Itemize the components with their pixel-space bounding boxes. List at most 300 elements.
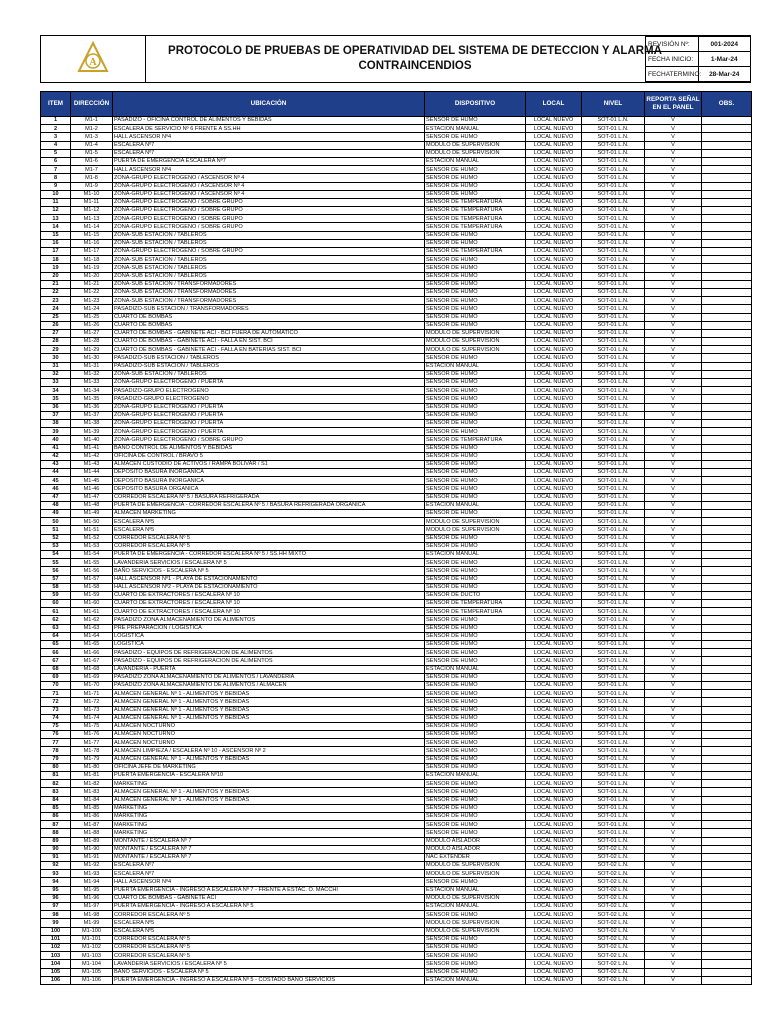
ubicacion-cell: LAVANDERIA SERVICIOS / ESCALERA Nº 5 (113, 960, 425, 968)
meta-label: FECHATERMINO: (646, 67, 699, 82)
dispositivo-cell: SENSOR DE HUMO (425, 788, 526, 796)
direccion-cell: M1-52 (71, 534, 113, 542)
ubicacion-cell: CORREDOR ESCALERA Nº 5 (113, 935, 425, 943)
ubicacion-cell: HALL ASCENSOR Nº4 (113, 133, 425, 141)
direccion-cell: M1-88 (71, 829, 113, 837)
dispositivo-cell: SENSOR DE TEMPERATURA (425, 248, 526, 256)
direccion-cell: M1-50 (71, 518, 113, 526)
direccion-cell: M1-98 (71, 911, 113, 919)
dispositivo-cell: MODULO DE SUPERVISION (425, 862, 526, 870)
dispositivo-cell: SENSOR DE TEMPERATURA (425, 198, 526, 206)
table-row (41, 731, 752, 739)
table-row (41, 747, 752, 755)
item-cell: 44 (41, 469, 71, 477)
nivel-cell: SOT-01 L.N. (582, 157, 645, 165)
obs-cell (702, 673, 752, 681)
nivel-cell: SOT-02 L.N. (582, 927, 645, 935)
dispositivo-cell: SENSOR DE HUMO (425, 411, 526, 419)
local-cell: LOCAL NUEVO (526, 673, 582, 681)
reporta-senal-cell: V (645, 853, 702, 861)
ubicacion-cell: CUARTO DE BOMBAS (113, 321, 425, 329)
local-cell: LOCAL NUEVO (526, 968, 582, 976)
nivel-cell: SOT-01 L.N. (582, 477, 645, 485)
obs-cell (702, 641, 752, 649)
item-cell: 105 (41, 968, 71, 976)
table-row (41, 796, 752, 804)
local-cell: LOCAL NUEVO (526, 370, 582, 378)
nivel-cell: SOT-01 L.N. (582, 346, 645, 354)
logo-cell (41, 36, 146, 82)
local-cell: LOCAL NUEVO (526, 600, 582, 608)
ubicacion-cell: CUARTO DE EXTRACTORES / ESCALERA Nº 10 (113, 600, 425, 608)
local-cell: LOCAL NUEVO (526, 518, 582, 526)
direccion-cell: M1-45 (71, 477, 113, 485)
ubicacion-cell: ZONA-SUB ESTACION / TRANSFORMADORES (113, 288, 425, 296)
direccion-cell: M1-97 (71, 903, 113, 911)
reporta-senal-cell: V (645, 731, 702, 739)
ubicacion-cell: ESCALERA Nº7 (113, 870, 425, 878)
direccion-cell: M1-20 (71, 272, 113, 280)
column-header-ubicacion: UBICACIÓN (113, 92, 425, 117)
ubicacion-cell: BAÑO SERVICIOS - ESCALERA Nº 5 (113, 968, 425, 976)
ubicacion-cell: ZONA-GRUPO ELECTROGENO / PUERTA (113, 411, 425, 419)
reporta-senal-cell: V (645, 346, 702, 354)
nivel-cell: SOT-01 L.N. (582, 690, 645, 698)
direccion-cell: M1-21 (71, 280, 113, 288)
nivel-cell: SOT-01 L.N. (582, 731, 645, 739)
nivel-cell: SOT-01 L.N. (582, 739, 645, 747)
ubicacion-cell: ALMACEN GENERAL Nº 1 - ALIMENTOS Y BEBIDAS (113, 796, 425, 804)
nivel-cell: SOT-01 L.N. (582, 223, 645, 231)
item-cell: 59 (41, 591, 71, 599)
nivel-cell: SOT-01 L.N. (582, 215, 645, 223)
dispositivo-cell: SENSOR DE HUMO (425, 166, 526, 174)
nivel-cell: SOT-01 L.N. (582, 657, 645, 665)
obs-cell (702, 681, 752, 689)
direccion-cell: M1-2 (71, 125, 113, 133)
obs-cell (702, 755, 752, 763)
obs-cell (702, 616, 752, 624)
nivel-cell: SOT-01 L.N. (582, 796, 645, 804)
direccion-cell: M1-37 (71, 411, 113, 419)
item-cell: 80 (41, 763, 71, 771)
direccion-cell: M1-86 (71, 812, 113, 820)
direccion-cell: M1-31 (71, 362, 113, 370)
dispositivo-cell: SENSOR DE HUMO (425, 755, 526, 763)
ubicacion-cell: CORREDOR ESCALERA Nº 5 / BASURA REFRIGERADA (113, 493, 425, 501)
item-cell: 71 (41, 690, 71, 698)
item-cell: 65 (41, 641, 71, 649)
ubicacion-cell: ALMACEN GENERAL Nº 1 - ALIMENTOS Y BEBIDAS (113, 755, 425, 763)
dispositivo-cell: SENSOR DE HUMO (425, 624, 526, 632)
dispositivo-cell: SENSOR DE HUMO (425, 739, 526, 747)
obs-cell (702, 600, 752, 608)
item-cell: 23 (41, 297, 71, 305)
nivel-cell: SOT-02 L.N. (582, 919, 645, 927)
table-row (41, 804, 752, 812)
item-cell: 48 (41, 501, 71, 509)
ubicacion-cell: LOGISTICA (113, 641, 425, 649)
nivel-cell: SOT-01 L.N. (582, 272, 645, 280)
column-header-obs: OBS. (702, 92, 752, 117)
obs-cell (702, 837, 752, 845)
table-row (41, 919, 752, 927)
obs-cell (702, 976, 752, 984)
reporta-senal-cell: V (645, 239, 702, 247)
ubicacion-cell: ALMACEN LIMPIEZA / ESCALERA Nº 10 - ASCENSOR Nº 2 (113, 747, 425, 755)
nivel-cell: SOT-01 L.N. (582, 207, 645, 215)
reporta-senal-cell: V (645, 313, 702, 321)
reporta-senal-cell: V (645, 157, 702, 165)
dispositivo-cell: SENSOR DE HUMO (425, 370, 526, 378)
dispositivo-cell: SENSOR DE HUMO (425, 272, 526, 280)
direccion-cell: M1-51 (71, 526, 113, 534)
item-cell: 39 (41, 428, 71, 436)
obs-cell (702, 722, 752, 730)
ubicacion-cell: PASADIZO ZONA ALMACENAMIENTO DE ALIMENTOS (113, 616, 425, 624)
dispositivo-cell: MODULO DE SUPERVISION (425, 526, 526, 534)
direccion-cell: M1-77 (71, 739, 113, 747)
dispositivo-cell: SENSOR DE HUMO (425, 419, 526, 427)
table-row (41, 632, 752, 640)
table-row (41, 493, 752, 501)
direccion-cell: M1-87 (71, 821, 113, 829)
ubicacion-cell: HALL ASCENSOR Nº1 - PLAYA DE ESTACIONAMIENTO (113, 575, 425, 583)
ubicacion-cell: ALMACEN CUSTODIO DE ACTIVOS / RAMPA BOLIVAR / S1 (113, 460, 425, 468)
dispositivo-cell: SENSOR DE HUMO (425, 673, 526, 681)
reporta-senal-cell: V (645, 166, 702, 174)
reporta-senal-cell: V (645, 510, 702, 518)
table-row (41, 763, 752, 771)
item-cell: 51 (41, 526, 71, 534)
reporta-senal-cell: V (645, 288, 702, 296)
item-cell: 26 (41, 321, 71, 329)
direccion-cell: M1-9 (71, 182, 113, 190)
item-cell: 91 (41, 853, 71, 861)
dispositivo-cell: ESTACION MANUAL (425, 550, 526, 558)
table-row (41, 518, 752, 526)
nivel-cell: SOT-01 L.N. (582, 641, 645, 649)
table-row (41, 559, 752, 567)
ubicacion-cell: CUARTO DE EXTRACTORES / ESCALERA Nº 10 (113, 608, 425, 616)
local-cell: LOCAL NUEVO (526, 133, 582, 141)
table-row (41, 943, 752, 951)
direccion-cell: M1-32 (71, 370, 113, 378)
local-cell: LOCAL NUEVO (526, 329, 582, 337)
local-cell: LOCAL NUEVO (526, 665, 582, 673)
svg-text:A: A (89, 57, 97, 68)
ubicacion-cell: PUERTA EMERGENCIA - INGRESO A ESCALERA Nº 7 - FRENTE A ESTAC. O. MACCHI (113, 886, 425, 894)
local-cell: LOCAL NUEVO (526, 739, 582, 747)
direccion-cell: M1-5 (71, 149, 113, 157)
table-row (41, 370, 752, 378)
direccion-cell: M1-15 (71, 231, 113, 239)
reporta-senal-cell: V (645, 297, 702, 305)
direccion-cell: M1-14 (71, 223, 113, 231)
ubicacion-cell: PUERTA DE EMERGENCIA - CORREDOR ESCALERA Nº 5 / SS.HH MIXTO (113, 550, 425, 558)
dispositivo-cell: SENSOR DE TEMPERATURA (425, 207, 526, 215)
dispositivo-cell: SENSOR DE HUMO (425, 722, 526, 730)
obs-cell (702, 452, 752, 460)
nivel-cell: SOT-01 L.N. (582, 133, 645, 141)
nivel-cell: SOT-01 L.N. (582, 354, 645, 362)
ubicacion-cell: ZONA-SUB ESTACION / TABLEROS (113, 272, 425, 280)
item-cell: 75 (41, 722, 71, 730)
ubicacion-cell: CORREDOR ESCALERA Nº 5 (113, 952, 425, 960)
ubicacion-cell: MARKETING (113, 812, 425, 820)
item-cell: 47 (41, 493, 71, 501)
direccion-cell: M1-80 (71, 763, 113, 771)
item-cell: 103 (41, 952, 71, 960)
dispositivo-cell: SENSOR DE HUMO (425, 632, 526, 640)
local-cell: LOCAL NUEVO (526, 198, 582, 206)
table-row (41, 215, 752, 223)
reporta-senal-cell: V (645, 444, 702, 452)
direccion-cell: M1-36 (71, 403, 113, 411)
local-cell: LOCAL NUEVO (526, 591, 582, 599)
direccion-cell: M1-62 (71, 616, 113, 624)
reporta-senal-cell: V (645, 632, 702, 640)
local-cell: LOCAL NUEVO (526, 862, 582, 870)
ubicacion-cell: BAÑO CONTROL DE ALIMENTOS Y BEBIDAS (113, 444, 425, 452)
reporta-senal-cell: V (645, 403, 702, 411)
direccion-cell: M1-84 (71, 796, 113, 804)
local-cell: LOCAL NUEVO (526, 608, 582, 616)
ubicacion-cell: PASADIZO-GRUPO ELECTROGENO (113, 395, 425, 403)
local-cell: LOCAL NUEVO (526, 190, 582, 198)
direccion-cell: M1-91 (71, 853, 113, 861)
direccion-cell: M1-106 (71, 976, 113, 984)
item-cell: 6 (41, 157, 71, 165)
local-cell: LOCAL NUEVO (526, 903, 582, 911)
item-cell: 68 (41, 665, 71, 673)
obs-cell (702, 133, 752, 141)
obs-cell (702, 853, 752, 861)
ubicacion-cell: ZONA-GRUPO ELECTROGENO / SOBRE GRUPO (113, 215, 425, 223)
local-cell: LOCAL NUEVO (526, 960, 582, 968)
item-cell: 79 (41, 755, 71, 763)
item-cell: 10 (41, 190, 71, 198)
column-header-dispositivo: DISPOSITIVO (425, 92, 526, 117)
nivel-cell: SOT-01 L.N. (582, 264, 645, 272)
table-row (41, 354, 752, 362)
direccion-cell: M1-104 (71, 960, 113, 968)
obs-cell (702, 329, 752, 337)
obs-cell (702, 829, 752, 837)
local-cell: LOCAL NUEVO (526, 166, 582, 174)
reporta-senal-cell: V (645, 935, 702, 943)
local-cell: LOCAL NUEVO (526, 755, 582, 763)
nivel-cell: SOT-01 L.N. (582, 608, 645, 616)
meta-row (646, 52, 751, 67)
item-cell: 64 (41, 632, 71, 640)
local-cell: LOCAL NUEVO (526, 313, 582, 321)
table-row (41, 501, 752, 509)
local-cell: LOCAL NUEVO (526, 117, 582, 125)
direccion-cell: M1-90 (71, 845, 113, 853)
table-row (41, 174, 752, 182)
table-row (41, 198, 752, 206)
obs-cell (702, 862, 752, 870)
item-cell: 32 (41, 370, 71, 378)
item-cell: 76 (41, 731, 71, 739)
dispositivo-cell: SENSOR DE DUCTO (425, 591, 526, 599)
nivel-cell: SOT-01 L.N. (582, 379, 645, 387)
local-cell: LOCAL NUEVO (526, 837, 582, 845)
nivel-cell: SOT-01 L.N. (582, 772, 645, 780)
dispositivo-cell: SENSOR DE HUMO (425, 485, 526, 493)
ubicacion-cell: PASADIZO-SUB ESTACION / TABLEROS (113, 354, 425, 362)
obs-cell (702, 608, 752, 616)
table-row (41, 681, 752, 689)
nivel-cell: SOT-01 L.N. (582, 518, 645, 526)
item-cell: 5 (41, 149, 71, 157)
obs-cell (702, 190, 752, 198)
direccion-cell: M1-100 (71, 927, 113, 935)
local-cell: LOCAL NUEVO (526, 649, 582, 657)
reporta-senal-cell: V (645, 780, 702, 788)
local-cell: LOCAL NUEVO (526, 632, 582, 640)
table-row (41, 362, 752, 370)
item-cell: 9 (41, 182, 71, 190)
dispositivo-cell: SENSOR DE HUMO (425, 477, 526, 485)
obs-cell (702, 182, 752, 190)
dispositivo-cell: SENSOR DE HUMO (425, 264, 526, 272)
direccion-cell: M1-82 (71, 780, 113, 788)
item-cell: 93 (41, 870, 71, 878)
table-row (41, 772, 752, 780)
local-cell: LOCAL NUEVO (526, 411, 582, 419)
local-cell: LOCAL NUEVO (526, 477, 582, 485)
ubicacion-cell: PASADIZO - OFICINA CONTROL DE ALIMENTOS Y BEBIDAS (113, 117, 425, 125)
direccion-cell: M1-69 (71, 673, 113, 681)
item-cell: 29 (41, 346, 71, 354)
ubicacion-cell: PASADIZO - EQUIPOS DE REFRIGERACION DE ALIMENTOS (113, 649, 425, 657)
meta-value: 28-Mar-24 (698, 67, 751, 82)
direccion-cell: M1-71 (71, 690, 113, 698)
obs-cell (702, 772, 752, 780)
dispositivo-cell: SENSOR DE HUMO (425, 305, 526, 313)
direccion-cell: M1-41 (71, 444, 113, 452)
reporta-senal-cell: V (645, 215, 702, 223)
ubicacion-cell: CUARTO DE BOMBAS - GABINETE ACI - FALLA EN SIST. BCI (113, 338, 425, 346)
reporta-senal-cell: V (645, 534, 702, 542)
nivel-cell: SOT-01 L.N. (582, 681, 645, 689)
reporta-senal-cell: V (645, 690, 702, 698)
table-row (41, 264, 752, 272)
local-cell: LOCAL NUEVO (526, 526, 582, 534)
item-cell: 70 (41, 681, 71, 689)
dispositivo-cell: MODULO DE SUPERVISION (425, 346, 526, 354)
direccion-cell: M1-28 (71, 338, 113, 346)
reporta-senal-cell: V (645, 894, 702, 902)
obs-cell (702, 198, 752, 206)
dispositivo-cell: SENSOR DE HUMO (425, 731, 526, 739)
reporta-senal-cell: V (645, 591, 702, 599)
direccion-cell: M1-103 (71, 952, 113, 960)
ubicacion-cell: MARKETING (113, 821, 425, 829)
dispositivo-cell: SENSOR DE HUMO (425, 403, 526, 411)
ubicacion-cell: ZONA-GRUPO ELECTROGENO / SOBRE GRUPO (113, 248, 425, 256)
ubicacion-cell: HALL ASCENSOR Nº4 (113, 878, 425, 886)
table-row (41, 591, 752, 599)
nivel-cell: SOT-01 L.N. (582, 600, 645, 608)
local-cell: LOCAL NUEVO (526, 911, 582, 919)
table-row (41, 812, 752, 820)
local-cell: LOCAL NUEVO (526, 583, 582, 591)
dispositivo-cell: SENSOR DE HUMO (425, 968, 526, 976)
obs-cell (702, 952, 752, 960)
nivel-cell: SOT-01 L.N. (582, 501, 645, 509)
table-row (41, 575, 752, 583)
obs-cell (702, 763, 752, 771)
ubicacion-cell: ESCALERA Nº7 (113, 149, 425, 157)
nivel-cell: SOT-01 L.N. (582, 329, 645, 337)
item-cell: 15 (41, 231, 71, 239)
reporta-senal-cell: V (645, 886, 702, 894)
local-cell: LOCAL NUEVO (526, 362, 582, 370)
nivel-cell: SOT-01 L.N. (582, 788, 645, 796)
table-row (41, 125, 752, 133)
dispositivo-cell: SENSOR DE HUMO (425, 829, 526, 837)
dispositivo-cell: SENSOR DE HUMO (425, 428, 526, 436)
direccion-cell: M1-13 (71, 215, 113, 223)
reporta-senal-cell: V (645, 526, 702, 534)
item-cell: 106 (41, 976, 71, 984)
meta-row (646, 67, 751, 82)
column-header-nivel: NIVEL (582, 92, 645, 117)
nivel-cell: SOT-01 L.N. (582, 288, 645, 296)
table-row (41, 141, 752, 149)
local-cell: LOCAL NUEVO (526, 149, 582, 157)
local-cell: LOCAL NUEVO (526, 927, 582, 935)
obs-cell (702, 166, 752, 174)
nivel-cell: SOT-01 L.N. (582, 526, 645, 534)
dispositivo-cell: SENSOR DE HUMO (425, 706, 526, 714)
local-cell: LOCAL NUEVO (526, 239, 582, 247)
reporta-senal-cell: V (645, 550, 702, 558)
item-cell: 31 (41, 362, 71, 370)
ubicacion-cell: DEPOSITO BASURA INORGANICA (113, 477, 425, 485)
item-cell: 21 (41, 280, 71, 288)
nivel-cell: SOT-01 L.N. (582, 419, 645, 427)
table-row (41, 329, 752, 337)
reporta-senal-cell: V (645, 976, 702, 984)
table-row (41, 280, 752, 288)
nivel-cell: SOT-02 L.N. (582, 878, 645, 886)
ubicacion-cell: PASADIZO ZONA ALMACENAMIENTO DE ALIMENTOS / ALMACEN (113, 681, 425, 689)
obs-cell (702, 157, 752, 165)
obs-cell (702, 313, 752, 321)
direccion-cell: M1-55 (71, 559, 113, 567)
nivel-cell: SOT-01 L.N. (582, 821, 645, 829)
dispositivo-cell: SENSOR DE HUMO (425, 649, 526, 657)
dispositivo-cell: SENSOR DE HUMO (425, 469, 526, 477)
table-row (41, 722, 752, 730)
item-cell: 86 (41, 812, 71, 820)
obs-cell (702, 379, 752, 387)
direccion-cell: M1-81 (71, 772, 113, 780)
local-cell: LOCAL NUEVO (526, 469, 582, 477)
local-cell: LOCAL NUEVO (526, 657, 582, 665)
table-row (41, 207, 752, 215)
reporta-senal-cell: V (645, 362, 702, 370)
table-row (41, 436, 752, 444)
ubicacion-cell: ZONA-SUB ESTACION / TABLEROS (113, 264, 425, 272)
local-cell: LOCAL NUEVO (526, 550, 582, 558)
table-row (41, 739, 752, 747)
ubicacion-cell: MONTANTE / ESCALERA Nº 7 (113, 845, 425, 853)
